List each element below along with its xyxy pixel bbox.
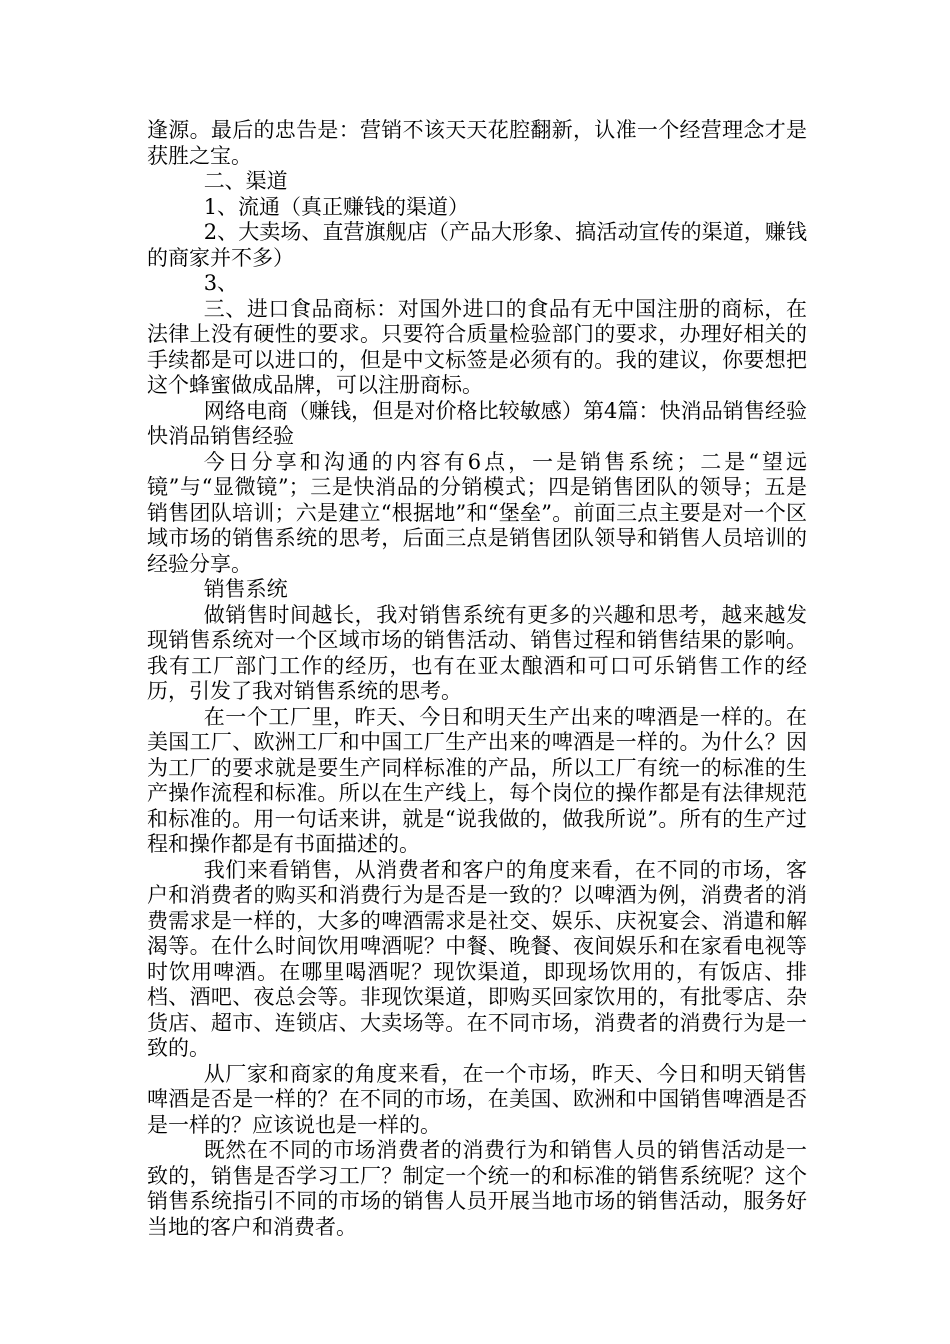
document-page [147, 118, 807, 1240]
paragraph: 今日分享和沟通的内容有6点，一是销售系统；二是“望远镜”与“显微镜”；三是快消品的分销模式；四是销售团队的领导；五是销售团队培训；六是建立“根据地”和“堡垒”。前面三点主要是对一个区域市场的销售系统的思考，后面三点是销售团队领导和销售人员培训的经验分享。 [147, 449, 807, 576]
paragraph: 在一个工厂里，昨天、今日和明天生产出来的啤酒是一样的。在美国工厂、欧洲工厂和中国工厂生产出来的啤酒是一样的。为什么？因为工厂的要求就是要生产同样标准的产品，所以工厂有统一的标准的生产操作流程和标准。所以在生产线上，每个岗位的操作都是有法律规范和标准的。用一句话来讲，就是“说我做的，做我所说”。所有的生产过程和操作都是有书面描述的。 [147, 704, 807, 856]
paragraph: 从厂家和商家的角度来看，在一个市场，昨天、今日和明天销售啤酒是否是一样的？在不同的市场，在美国、欧洲和中国销售啤酒是否是一样的？应该说也是一样的。 [147, 1061, 807, 1137]
paragraph: 做销售时间越长，我对销售系统有更多的兴趣和思考，越来越发现销售系统对一个区域市场的销售活动、销售过程和销售结果的影响。我有工厂部门工作的经历，也有在亚太酿酒和可口可乐销售工作的经历，引发了我对销售系统的思考。 [147, 602, 807, 703]
paragraph: 三、进口食品商标：对国外进口的食品有无中国注册的商标，在法律上没有硬性的要求。只要符合质量检验部门的要求，办理好相关的手续都是可以进口的，但是中文标签是必须有的。我的建议，你要想把这个蜂蜜做成品牌，可以注册商标。 [147, 296, 807, 397]
list-item: 1、流通（真正赚钱的渠道） [203, 194, 470, 219]
paragraph: 既然在不同的市场消费者的消费行为和销售人员的销售活动是一致的，销售是否学习工厂？制定一个统一的和标准的销售系统呢？这个销售系统指引不同的市场的销售人员开展当地市场的销售活动，服务好当地的客户和消费者。 [147, 1138, 807, 1239]
section-heading-sales-system: 销售系统 [203, 577, 288, 601]
section-heading-channels: 二、渠道 [203, 169, 288, 193]
paragraph: 网络电商（赚钱，但是对价格比较敏感）第4篇：快消品销售经验快消品销售经验 [147, 398, 807, 448]
list-item: 3、 [203, 271, 239, 295]
list-item: 2、大卖场、直营旗舰店（产品大形象、搞活动宣传的渠道，赚钱的商家并不多） [147, 220, 807, 270]
paragraph: 逢源。最后的忠告是：营销不该天天花腔翻新，认准一个经营理念才是获胜之宝。 [147, 118, 807, 168]
paragraph: 我们来看销售，从消费者和客户的角度来看，在不同的市场，客户和消费者的购买和消费行为是否是一致的？以啤酒为例，消费者的消费需求是一样的，大多的啤酒需求是社交、娱乐、庆祝宴会、消遣和解渴等。在什么时间饮用啤酒呢？中餐、晚餐、夜间娱乐和在家看电视等时饮用啤酒。在哪里喝酒呢？现饮渠道，即现场饮用的，有饭店、排档、酒吧、夜总会等。非现饮渠道，即购买回家饮用的，有批零店、杂货店、超市、连锁店、大卖场等。在不同市场，消费者的消费行为是一致的。 [147, 857, 807, 1060]
